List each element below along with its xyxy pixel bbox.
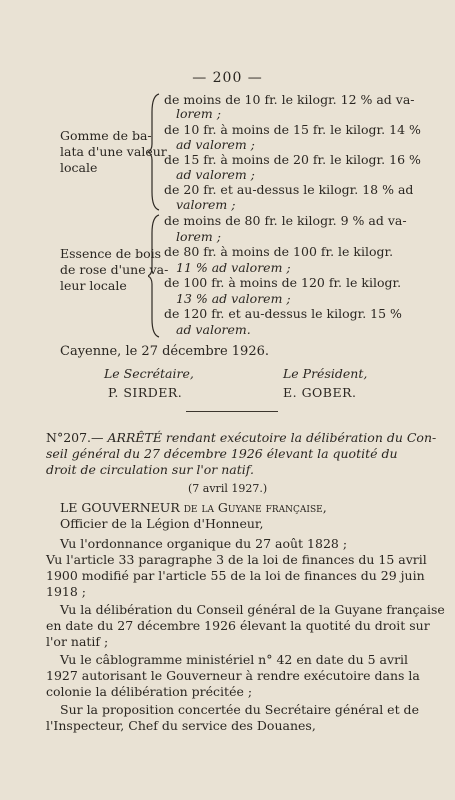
body-line: LE GOUVERNEUR de la Guyane française, (60, 500, 327, 515)
arrete-number: N°207.— (46, 430, 108, 445)
body-line: Vu le câblogramme ministériel n° 42 en date du 5 avril (60, 652, 409, 667)
arrete-heading-line-3: droit de circulation sur l'or natif. (46, 462, 254, 477)
president-name: E. GOBER. (283, 385, 357, 400)
arrete-heading-line-1 (46, 430, 436, 445)
body-line: l'Inspecteur, Chef du service des Douanes, (46, 718, 316, 733)
body-line: Vu l'article 33 paragraphe 3 de la loi de finances du 15 avril (46, 552, 427, 567)
separator-rule (186, 411, 278, 412)
secretary-title: Le Secrétaire, (104, 366, 194, 381)
body-line: 1927 autorisant le Gouverneur à rendre exécutoire dans la (46, 668, 420, 683)
document-page: — 200 — Gomme de ba- lata d'une valeur locale de moins de 10 fr. le kilogr. 12 % ad va- lorem ; de 10 fr. à moins de 15 fr. le kilogr. 14 % ad valorem ; de 15 fr. à moins de 20 fr. le kilogr. 16 % ad valorem ; de 20 fr. et au-dessus le kilogr. 18 % ad valorem ; Essence de bois de rose d'une va- leur locale de moins de 80 fr. le kilogr. 9 % ad va- lorem ; de 80 fr. à moins de 100 fr. le kilogr. 11 % ad valorem ; de 100 fr. à moins de 120 fr. le kilogr. 13 % ad valorem ; de 120 fr. et au-dessus le kilogr. 15 % ad valorem. Cayenne, le 27 décembre 1926. Le Secrétaire, P. SIRDER. Le Président, E. GOBER. N°207.— ARRÊTÉ rendant exécutoire la délibération du Con- seil général du 27 décembre 1926 élevant la quotité du droit de circulation sur l'or natif. (7 avril 1927.) LE GOUVERNEUR de la Guyane française, Officier de la Légion d'Honneur, Vu l'ordonnance organique du 27 août 1828 ; Vu l'article 33 paragraphe 3 de la loi de finances du 15 avril 1900 modifié par l'article 55 de la loi de finances du 29 juin 1918 ; Vu la délibération du Conseil général de la Guyane française en date du 27 décembre 1926 élevant la quotité du droit sur l'or natif ; Vu le câblogramme ministériel n° 42 en date du 5 avril 1927 autorisant le Gouverneur à rendre exécutoire dans la colonie la délibération précitée ; Sur la proposition concertée du Secrétaire général et de l'Inspecteur, Chef du service des Douanes, (0, 0, 455, 800)
arrete-heading-line-2: seil général du 27 décembre 1926 élevant la quotité du (46, 446, 398, 461)
body-line: Sur la proposition concertée du Secrétaire général et de (60, 702, 419, 717)
president-title: Le Président, (283, 366, 368, 381)
body-line: en date du 27 décembre 1926 élevant la quotité du droit sur (46, 618, 430, 633)
gomme-brace (148, 92, 162, 212)
body-line: Vu l'ordonnance organique du 27 août 1828 ; (60, 536, 348, 551)
body-line: Officier de la Légion d'Honneur, (60, 516, 264, 531)
arrete-title: ARRÊTÉ rendant exécutoire la délibération du Con- (107, 430, 437, 445)
body-line: 1900 modifié par l'article 55 de la loi de finances du 29 juin (46, 568, 425, 583)
body-line: Vu la délibération du Conseil général de la Guyane française (60, 602, 445, 617)
body-line: colonie la délibération précitée ; (46, 684, 253, 699)
page-number: — 200 — (192, 70, 263, 86)
essence-label: Essence de bois de rose d'une va- leur locale (60, 246, 169, 293)
date-line: Cayenne, le 27 décembre 1926. (60, 344, 269, 359)
body-line: 1918 ; (46, 584, 86, 599)
secretary-name: P. SIRDER. (108, 385, 183, 400)
body-line: l'or natif ; (46, 634, 109, 649)
essence-brace (148, 213, 162, 339)
gomme-label: Gomme de ba- lata d'une valeur locale (60, 128, 167, 175)
arrete-date: (7 avril 1927.) (188, 482, 268, 495)
